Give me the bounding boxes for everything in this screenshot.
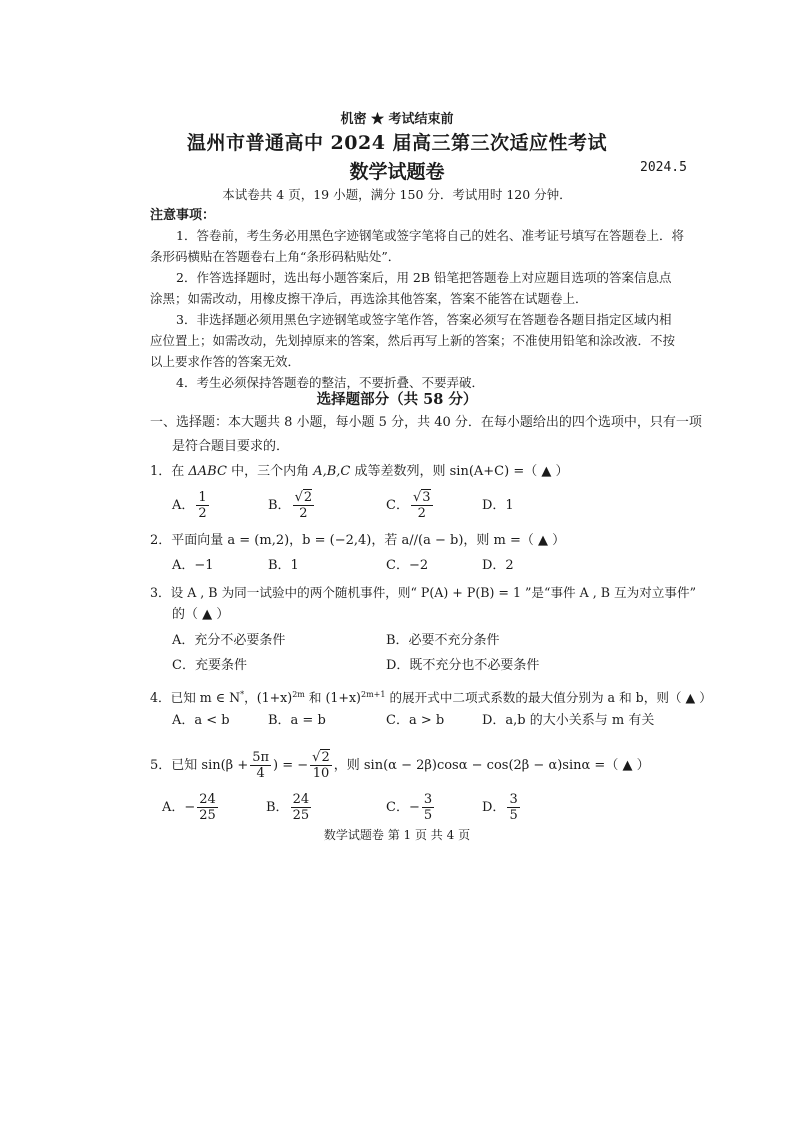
page-footer: 数学试题卷 第 1 页 共 4 页 — [323, 828, 471, 842]
fraction-denominator: 2 — [417, 506, 426, 521]
section-intro-cont: 是符合题目要求的． — [172, 439, 290, 454]
q5-fraction-1 — [250, 750, 271, 781]
q1-option-a-fraction — [196, 490, 208, 521]
q1-option-c-label: C． — [386, 498, 409, 513]
q1-option-d: D．1 — [482, 498, 514, 513]
note-line: 3．非选择题必须用黑色字迹钢笔或签字笔作答，答案必须写在答题卷各题目指定区域内相 — [176, 312, 672, 327]
q1-option-a-label: A． — [172, 498, 195, 513]
q4-option-a: A．a < b — [172, 713, 230, 728]
q4-option-b: B．a = b — [268, 713, 326, 728]
question-2: 2．平面向量 a = (m,2)，b = (−2,4)，若 a//(a − b)，则 m =（ ▲ ） — [150, 533, 566, 548]
note-line: 涂黑；如需改动，用橡皮擦干净后，再选涂其他答案，答案不能答在试题卷上． — [150, 291, 588, 306]
q5-option-c-fraction — [422, 792, 434, 823]
q5-tail: ，则 sin(α − 2β)cosα − cos(2β − α)sinα =（ ▲ ） — [333, 758, 650, 773]
exam-title: 温州市普通高中 2024 届高三第三次适应性考试 — [186, 132, 608, 154]
exam-meta: 本试卷共 4 页，19 小题，满分 150 分．考试用时 120 分钟． — [222, 187, 572, 202]
q1-option-c — [386, 490, 435, 521]
note-line: 2．作答选择题时，选出每小题答案后，用 2B 铅笔把答题卷上对应题目选项的答案信息点 — [176, 270, 672, 285]
q4-exponent-1: 2m — [292, 690, 305, 699]
q5-option-a-fraction — [197, 792, 218, 823]
q5-option-a — [162, 792, 220, 823]
question-3-cont: 的（ ▲ ） — [172, 607, 230, 622]
question-3: 3．设 A , B 为同一试验中的两个随机事件，则“ P(A) + P(B) = 1 ”是“事件 A , B 互为对立事件” — [150, 585, 697, 600]
q3-option-c: C．充要条件 — [172, 658, 247, 673]
q1-option-a — [172, 490, 211, 521]
q5-lead: 5．已知 sin(β + — [150, 758, 249, 773]
radicand: 3 — [422, 490, 431, 505]
q4-lead: 4．已知 m ∈ N — [150, 690, 241, 706]
note-line: 以上要求作答的答案无效． — [150, 354, 301, 369]
q5-option-b-fraction — [291, 792, 312, 823]
q1-tail: 成等差数列，则 sin(A+C) =（ ▲ ） — [350, 464, 569, 479]
q5-mid: ) = − — [273, 758, 309, 773]
q1-mid: 中，三个内角 — [226, 464, 314, 479]
exam-subtitle: 数学试题卷 — [349, 161, 445, 183]
q1-option-c-fraction — [411, 490, 433, 521]
fraction-denominator: 4 — [256, 766, 265, 781]
sqrt-symbol — [413, 489, 431, 505]
q3-option-d: D．既不充分也不必要条件 — [386, 658, 540, 673]
q5-option-c — [386, 792, 436, 823]
q2-option-c: C．−2 — [386, 558, 429, 573]
q4-mid-1: ，(1+x) — [244, 690, 293, 706]
note-line: 1．答卷前，考生务必用黑色字迹钢笔或签字笔将自己的姓名、准考证号填写在答题卷上．将 — [176, 228, 684, 243]
fraction-denominator: 2 — [198, 506, 207, 521]
q5-option-d-label: D． — [482, 800, 506, 815]
q3-option-a: A．充分不必要条件 — [172, 633, 286, 648]
notes-title: 注意事项： — [150, 208, 216, 223]
q1-option-b-label: B． — [268, 498, 291, 513]
radicand: 2 — [321, 750, 330, 765]
fraction-numerator: 5π — [252, 750, 270, 765]
note-line: 条形码横贴在答题卷右上角“条形码粘贴处”． — [150, 249, 401, 264]
q4-tail: 的展开式中二项式系数的最大值分别为 a 和 b，则（ ▲ ） — [385, 690, 712, 706]
q5-option-a-label: A．− — [162, 800, 196, 815]
q1-option-b — [268, 490, 316, 521]
q1-lead: 1．在 — [150, 464, 189, 479]
section-intro: 一、选择题：本大题共 8 小题，每小题 5 分，共 40 分．在每小题给出的四个选项中，只有一项 — [150, 415, 702, 430]
q5-option-c-label: C．− — [386, 800, 420, 815]
fraction-denominator: 5 — [509, 808, 518, 823]
exam-date: 2024.5 — [640, 160, 687, 175]
radicand: 2 — [303, 490, 313, 505]
q5-option-d — [482, 792, 522, 823]
q2-option-a: A．−1 — [172, 558, 214, 573]
q4-option-c: C．a > b — [386, 713, 445, 728]
q4-star: * — [240, 690, 245, 699]
question-5 — [150, 748, 650, 784]
fraction-numerator: 3 — [509, 792, 518, 807]
q4-option-d: D．a,b 的大小关系与 m 有关 — [482, 713, 655, 728]
question-4 — [150, 686, 712, 707]
q3-option-b: B．必要不充分条件 — [386, 633, 500, 648]
fraction-denominator: 2 — [299, 506, 308, 521]
section-title: 选择题部分（共 58 分） — [316, 391, 478, 408]
note-line: 4．考生必须保持答题卷的整洁，不要折叠、不要弄破． — [176, 375, 484, 390]
q5-option-d-fraction — [507, 792, 519, 823]
confidential-label: 机密 ★ 考试结束前 — [340, 112, 454, 127]
note-line: 应位置上；如需改动，先划掉原来的答案，然后再写上新的答案；不准使用铅笔和涂改液．不按 — [150, 333, 676, 348]
fraction-denominator: 10 — [312, 766, 330, 781]
q5-option-b — [266, 792, 313, 823]
q5-fraction-2 — [310, 750, 332, 781]
q4-exponent-2: 2m+1 — [360, 690, 386, 699]
sqrt-symbol — [295, 489, 313, 505]
question-1 — [150, 463, 568, 481]
fraction-numerator: 1 — [198, 490, 207, 505]
q5-option-b-label: B． — [266, 800, 289, 815]
q1-option-b-fraction — [293, 490, 315, 521]
fraction-numerator: 24 — [199, 792, 216, 807]
fraction-denominator: 25 — [199, 808, 216, 823]
q1-triangle: ΔABC — [188, 464, 227, 479]
sqrt-symbol — [312, 749, 330, 765]
q1-angles: A,B,C — [313, 464, 351, 479]
q2-option-d: D．2 — [482, 558, 514, 573]
fraction-numerator: 3 — [423, 792, 433, 807]
fraction-denominator: 25 — [292, 808, 310, 823]
q2-option-b: B．1 — [268, 558, 299, 573]
fraction-numerator: 24 — [292, 792, 310, 807]
fraction-denominator: 5 — [423, 808, 433, 823]
q4-mid-2: 和 (1+x) — [304, 690, 361, 706]
